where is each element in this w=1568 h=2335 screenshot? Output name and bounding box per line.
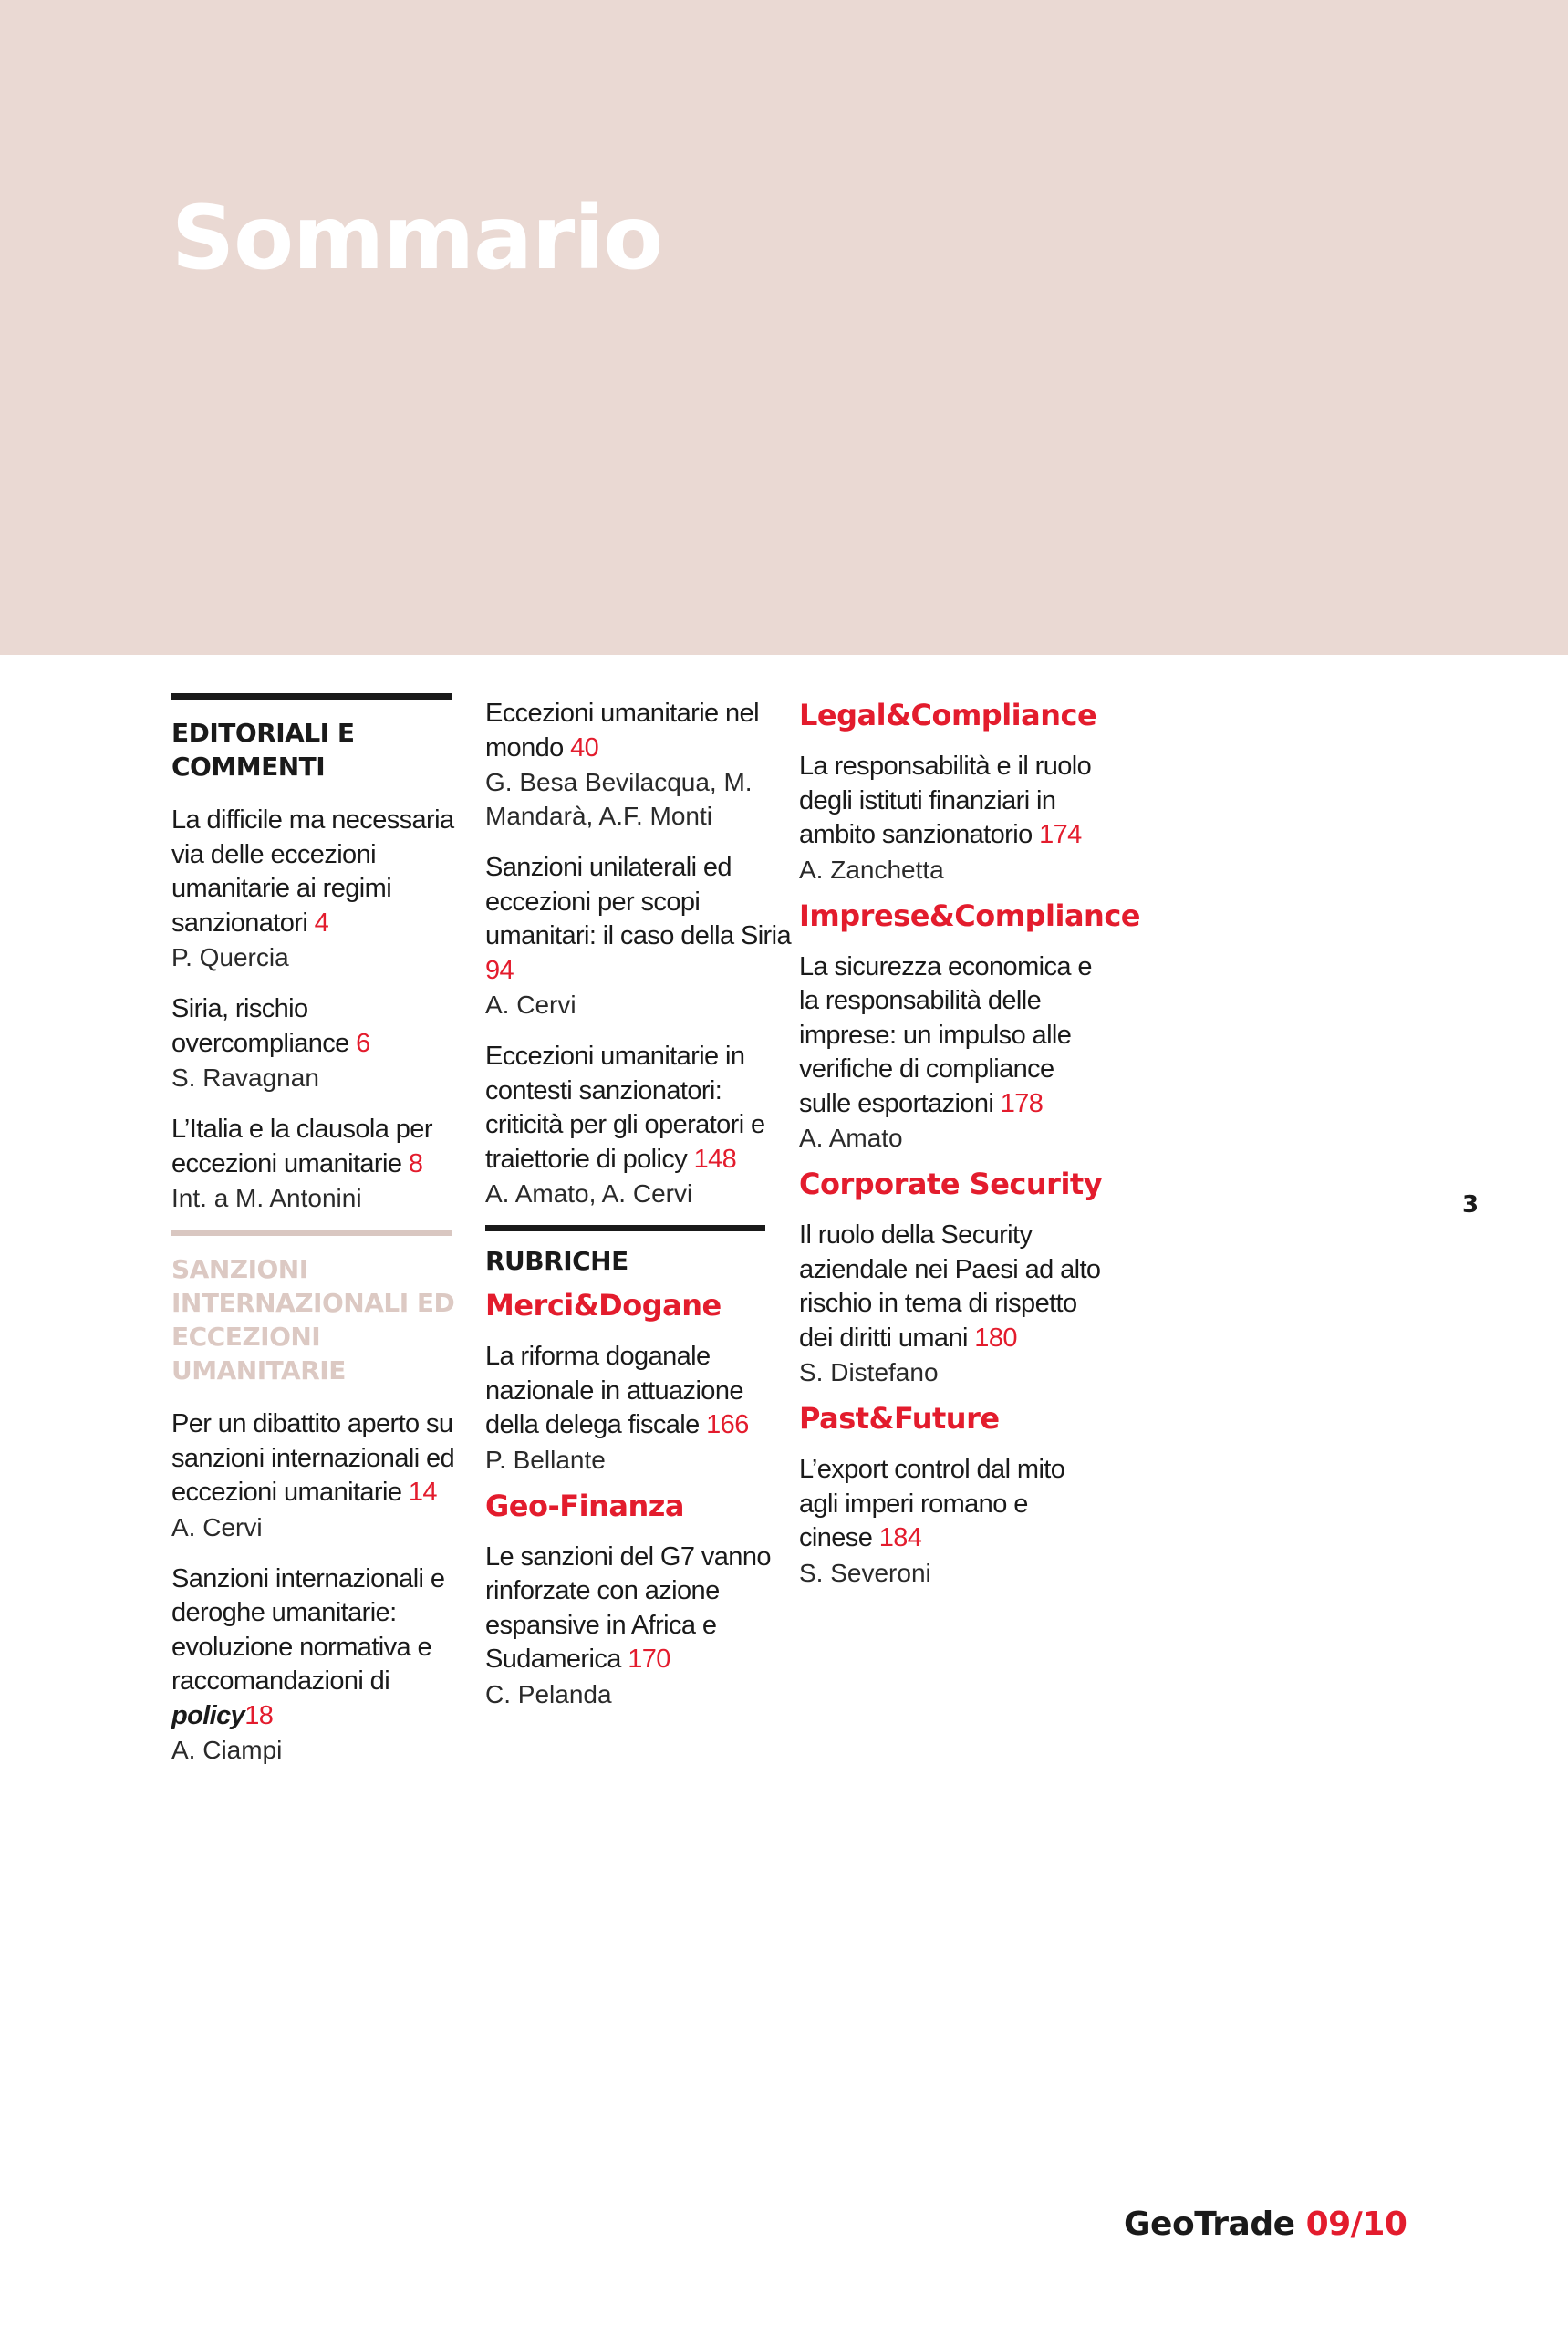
entry-title: L’Italia e la clausola per eccezioni umanitarie 8 [171,1115,432,1178]
issue-number: 09/10 [1305,2205,1407,2243]
brand-name: GeoTrade [1124,2205,1295,2243]
entry-author: A. Amato, A. Cervi [485,1179,693,1208]
entry-author: S. Distefano [799,1358,939,1386]
toc-column-1 [171,693,472,1785]
entry-author: P. Quercia [171,943,289,971]
entry-title: Sanzioni unilaterali ed eccezioni per scopi umanitari: il caso della Siria 94 [485,853,791,985]
entry-title: La difficile ma necessaria via delle eccezioni umanitarie ai regimi sanzionatori 4 [171,805,454,938]
section-divider [485,1225,765,1231]
section-heading-rubriche: RUBRICHE [485,1246,628,1276]
entry-title: Siria, rischio overcompliance 6 [171,994,370,1058]
toc-entry[interactable] [799,1453,1105,1590]
page-ref: 170 [628,1645,670,1674]
entry-title-italic: policy [171,1700,245,1730]
rubric-heading-merci-dogane: Merci&Dogane [485,1288,722,1323]
toc-entry[interactable] [485,851,791,1022]
section-divider [171,1230,452,1236]
entry-author: S. Severoni [799,1558,931,1587]
page-ref: 4 [314,908,329,938]
section-divider [171,693,452,700]
entry-title: Eccezioni umanitarie in contesti sanzionatori: criticità per gli operatori e traiettorie di policy 148 [485,1042,765,1174]
entry-title: La responsabilità e il ruolo degli istituti finanziari in ambito sanzionatorio 174 [799,752,1092,849]
entry-title: Le sanzioni del G7 vanno rinforzate con azione espansive in Africa e Sudamerica 170 [485,1541,771,1674]
rubric-heading-legal-compliance: Legal&Compliance [799,698,1097,732]
entry-author: A. Zanchetta [799,855,944,884]
rubric-heading-past-future: Past&Future [799,1401,1000,1436]
page-ref: 184 [878,1523,922,1552]
entry-author: A. Ciampi [171,1736,283,1764]
entry-author: Int. a M. Antonini [171,1184,362,1212]
toc-entry[interactable] [171,1407,472,1544]
entry-title: L’export control dal mito agli imperi romano e cinese 184 [799,1455,1065,1552]
toc-entry[interactable] [171,1113,472,1215]
entry-author: G. Besa Bevilacqua, M. Mandarà, A.F. Monti [485,768,753,830]
page-ref: 6 [356,1028,370,1058]
entry-title: La riforma doganale nazionale in attuazione della delega fiscale 166 [485,1342,749,1439]
entry-author: S. Ravagnan [171,1064,319,1092]
toc-column-3 [799,697,1140,1608]
toc-entry[interactable] [485,1040,791,1210]
page-ref: 148 [693,1144,737,1174]
entry-author: A. Cervi [171,1512,263,1541]
toc-column-2 [485,697,791,1729]
page-number: 3 [1462,1191,1480,1219]
page-ref: 40 [570,732,599,763]
toc-entry[interactable] [799,1219,1105,1389]
page-ref: 18 [244,1700,274,1730]
toc-entry[interactable] [799,950,1105,1156]
footer-brand [1124,2205,1407,2243]
entry-title: Il ruolo della Security aziendale nei Paesi ad alto rischio in tema di rispetto dei diritti umani 180 [799,1220,1101,1353]
section-heading-editoriali: EDITORIALI E COMMENTI [171,718,355,782]
toc-entry[interactable] [171,1562,472,1768]
page-ref: 174 [1039,820,1082,849]
entry-title: Per un dibattito aperto su sanzioni internazionali ed eccezioni umanitarie 14 [171,1409,455,1507]
header-banner [0,0,1568,655]
page-ref: 14 [408,1478,437,1507]
rubric-heading-geo-finanza: Geo-Finanza [485,1488,684,1523]
page-ref: 8 [408,1148,423,1178]
entry-author: A. Amato [799,1124,903,1152]
rubric-heading-corporate-security: Corporate Security [799,1167,1103,1201]
toc-entry[interactable] [485,1340,791,1477]
toc-entry[interactable] [171,804,472,974]
rubric-heading-imprese-compliance: Imprese&Compliance [799,898,1140,933]
toc-entry[interactable] [171,992,472,1095]
entry-title: Sanzioni internazionali e deroghe umanitarie: evoluzione normativa e raccomandazioni di policy18 [171,1563,445,1730]
section-heading-sanzioni: SANZIONI INTERNAZIONALI ED ECCEZIONI UMANITARIE [171,1254,455,1385]
toc-entry[interactable] [485,1541,791,1711]
entry-author: C. Pelanda [485,1679,612,1708]
toc-entry[interactable] [799,750,1105,887]
page-ref: 178 [1000,1088,1044,1118]
toc-entry[interactable] [485,697,791,833]
entry-author: A. Cervi [485,991,576,1019]
page-ref: 166 [706,1410,749,1439]
entry-author: P. Bellante [485,1445,606,1474]
page-title: Sommario [171,187,663,289]
entry-title: Eccezioni umanitarie nel mondo 40 [485,699,759,763]
entry-title: La sicurezza economica e la responsabilità delle imprese: un impulso alle verifiche di compliance sulle esportazioni 178 [799,951,1092,1118]
page-ref: 180 [974,1323,1017,1353]
page-ref: 94 [485,955,514,985]
